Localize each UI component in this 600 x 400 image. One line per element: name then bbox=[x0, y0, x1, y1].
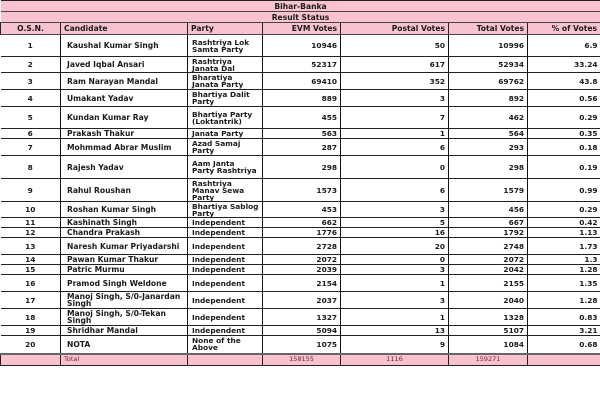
total-votes-cell: 564 bbox=[449, 129, 528, 139]
candidate-cell: Naresh Kumar Priyadarshi bbox=[61, 238, 188, 255]
evm-votes-cell: 10946 bbox=[263, 35, 341, 57]
total-votes-cell: 293 bbox=[449, 139, 528, 156]
evm-votes-cell: 2728 bbox=[263, 238, 341, 255]
total-votes-cell: 52934 bbox=[449, 57, 528, 73]
table-row bbox=[1, 156, 600, 179]
total-votes-cell: 1792 bbox=[449, 228, 528, 238]
evm-votes-cell: 1075 bbox=[263, 336, 341, 354]
total-votes-cell: 10996 bbox=[449, 35, 528, 57]
osn-cell: 8 bbox=[1, 156, 61, 179]
column-header-total-votes: Total Votes bbox=[449, 23, 528, 35]
table-row bbox=[1, 255, 600, 265]
percent-votes-cell: 0.35 bbox=[528, 129, 600, 139]
osn-cell: 14 bbox=[1, 255, 61, 265]
party-cell: Bhartiya Sablog Party bbox=[188, 202, 263, 218]
evm-votes-cell: 2039 bbox=[263, 265, 341, 275]
party-cell: Azad Samaj Party bbox=[188, 139, 263, 156]
party-cell: Independent bbox=[188, 292, 263, 309]
osn-cell: 7 bbox=[1, 139, 61, 156]
osn-cell: 2 bbox=[1, 57, 61, 73]
total-votes-cell: 298 bbox=[449, 156, 528, 179]
table-row bbox=[1, 238, 600, 255]
column-header-evm-votes: EVM Votes bbox=[263, 23, 341, 35]
party-cell: Independent bbox=[188, 265, 263, 275]
party-cell: Rashtriya Manav Sewa Party bbox=[188, 179, 263, 202]
osn-cell: 10 bbox=[1, 202, 61, 218]
total-votes-cell: 69762 bbox=[449, 73, 528, 90]
candidate-cell: Rahul Roushan bbox=[61, 179, 188, 202]
party-cell: Independent bbox=[188, 218, 263, 228]
percent-votes-cell: 1.35 bbox=[528, 275, 600, 292]
postal-votes-cell: 3 bbox=[341, 90, 449, 107]
table-row bbox=[1, 139, 600, 156]
table-row bbox=[1, 202, 600, 218]
table-row bbox=[1, 218, 600, 228]
candidate-cell: NOTA bbox=[61, 336, 188, 354]
postal-votes-cell: 7 bbox=[341, 107, 449, 129]
percent-votes-cell: 0.56 bbox=[528, 90, 600, 107]
percent-votes-cell: 3.21 bbox=[528, 326, 600, 336]
evm-votes-cell: 2037 bbox=[263, 292, 341, 309]
party-cell: Rashtriya Janata Dal bbox=[188, 57, 263, 73]
osn-cell: 9 bbox=[1, 179, 61, 202]
party-cell: Independent bbox=[188, 309, 263, 326]
table-row bbox=[1, 275, 600, 292]
postal-votes-cell: 1 bbox=[341, 275, 449, 292]
column-header-row bbox=[1, 23, 600, 35]
total-percent-votes bbox=[528, 354, 600, 366]
candidate-cell: Kashinath Singh bbox=[61, 218, 188, 228]
total-votes-cell: 462 bbox=[449, 107, 528, 129]
osn-cell: 16 bbox=[1, 275, 61, 292]
total-total-votes: 159271 bbox=[449, 354, 528, 366]
total-votes-cell: 2155 bbox=[449, 275, 528, 292]
table-row bbox=[1, 309, 600, 326]
postal-votes-cell: 0 bbox=[341, 255, 449, 265]
total-row bbox=[1, 354, 600, 366]
candidate-cell: Ram Narayan Mandal bbox=[61, 73, 188, 90]
candidate-cell: Pawan Kumar Thakur bbox=[61, 255, 188, 265]
postal-votes-cell: 16 bbox=[341, 228, 449, 238]
osn-cell: 12 bbox=[1, 228, 61, 238]
evm-votes-cell: 69410 bbox=[263, 73, 341, 90]
candidate-cell: Mohmmad Abrar Muslim bbox=[61, 139, 188, 156]
percent-votes-cell: 0.29 bbox=[528, 107, 600, 129]
osn-cell: 4 bbox=[1, 90, 61, 107]
evm-votes-cell: 2154 bbox=[263, 275, 341, 292]
percent-votes-cell: 1.28 bbox=[528, 292, 600, 309]
party-cell: Independent bbox=[188, 275, 263, 292]
column-header-party: Party bbox=[188, 23, 263, 35]
candidate-cell: Javed Iqbal Ansari bbox=[61, 57, 188, 73]
osn-cell: 13 bbox=[1, 238, 61, 255]
candidate-cell: Patric Murmu bbox=[61, 265, 188, 275]
evm-votes-cell: 563 bbox=[263, 129, 341, 139]
party-cell: Janata Party bbox=[188, 129, 263, 139]
evm-votes-cell: 1776 bbox=[263, 228, 341, 238]
table-row bbox=[1, 107, 600, 129]
table-row bbox=[1, 57, 600, 73]
percent-votes-cell: 0.68 bbox=[528, 336, 600, 354]
percent-votes-cell: 0.19 bbox=[528, 156, 600, 179]
evm-votes-cell: 287 bbox=[263, 139, 341, 156]
percent-votes-cell: 1.73 bbox=[528, 238, 600, 255]
party-cell: Independent bbox=[188, 238, 263, 255]
percent-votes-cell: 1.13 bbox=[528, 228, 600, 238]
postal-votes-cell: 13 bbox=[341, 326, 449, 336]
evm-votes-cell: 453 bbox=[263, 202, 341, 218]
evm-votes-cell: 52317 bbox=[263, 57, 341, 73]
table-row bbox=[1, 129, 600, 139]
table-row bbox=[1, 179, 600, 202]
total-votes-cell: 2748 bbox=[449, 238, 528, 255]
total-votes-cell: 5107 bbox=[449, 326, 528, 336]
postal-votes-cell: 3 bbox=[341, 292, 449, 309]
candidate-cell: Manoj Singh, S/0-Janardan Singh bbox=[61, 292, 188, 309]
total-postal-votes: 1116 bbox=[341, 354, 449, 366]
evm-votes-cell: 455 bbox=[263, 107, 341, 129]
percent-votes-cell: 0.29 bbox=[528, 202, 600, 218]
evm-votes-cell: 2072 bbox=[263, 255, 341, 265]
column-header-percent-votes: % of Votes bbox=[528, 23, 600, 35]
party-cell: Bharatiya Janata Party bbox=[188, 73, 263, 90]
osn-cell: 15 bbox=[1, 265, 61, 275]
total-votes-cell: 667 bbox=[449, 218, 528, 228]
table-row bbox=[1, 265, 600, 275]
osn-cell: 11 bbox=[1, 218, 61, 228]
total-votes-cell: 1084 bbox=[449, 336, 528, 354]
evm-votes-cell: 1573 bbox=[263, 179, 341, 202]
total-votes-cell: 892 bbox=[449, 90, 528, 107]
percent-votes-cell: 1.28 bbox=[528, 265, 600, 275]
osn-cell: 6 bbox=[1, 129, 61, 139]
percent-votes-cell: 0.99 bbox=[528, 179, 600, 202]
total-evm-votes: 158155 bbox=[263, 354, 341, 366]
party-cell: Bhartiya Party (Loktantrik) bbox=[188, 107, 263, 129]
postal-votes-cell: 5 bbox=[341, 218, 449, 228]
evm-votes-cell: 662 bbox=[263, 218, 341, 228]
result-status-heading: Result Status bbox=[1, 12, 600, 23]
table-row bbox=[1, 336, 600, 354]
party-cell: Independent bbox=[188, 228, 263, 238]
party-cell: Independent bbox=[188, 326, 263, 336]
party-cell: Bhartiya Dalit Party bbox=[188, 90, 263, 107]
percent-votes-cell: 33.24 bbox=[528, 57, 600, 73]
postal-votes-cell: 20 bbox=[341, 238, 449, 255]
postal-votes-cell: 617 bbox=[341, 57, 449, 73]
evm-votes-cell: 5094 bbox=[263, 326, 341, 336]
total-party-cell bbox=[188, 354, 263, 366]
candidate-cell: Kaushal Kumar Singh bbox=[61, 35, 188, 57]
total-label: Total bbox=[61, 354, 188, 366]
percent-votes-cell: 43.8 bbox=[528, 73, 600, 90]
osn-cell: 20 bbox=[1, 336, 61, 354]
postal-votes-cell: 3 bbox=[341, 265, 449, 275]
postal-votes-cell: 3 bbox=[341, 202, 449, 218]
status-row bbox=[1, 12, 600, 23]
column-header-candidate: Candidate bbox=[61, 23, 188, 35]
postal-votes-cell: 50 bbox=[341, 35, 449, 57]
candidate-cell: Prakash Thakur bbox=[61, 129, 188, 139]
percent-votes-cell: 0.42 bbox=[528, 218, 600, 228]
evm-votes-cell: 889 bbox=[263, 90, 341, 107]
table-row bbox=[1, 326, 600, 336]
evm-votes-cell: 1327 bbox=[263, 309, 341, 326]
total-votes-cell: 2040 bbox=[449, 292, 528, 309]
table-row bbox=[1, 292, 600, 309]
osn-cell: 17 bbox=[1, 292, 61, 309]
candidate-cell: Kundan Kumar Ray bbox=[61, 107, 188, 129]
candidate-cell: Manoj Singh, S/0-Tekan Singh bbox=[61, 309, 188, 326]
candidate-cell: Umakant Yadav bbox=[61, 90, 188, 107]
table-row bbox=[1, 228, 600, 238]
party-cell: Independent bbox=[188, 255, 263, 265]
table-row bbox=[1, 73, 600, 90]
postal-votes-cell: 1 bbox=[341, 129, 449, 139]
column-header-postal-votes: Postal Votes bbox=[341, 23, 449, 35]
table-row bbox=[1, 35, 600, 57]
osn-cell: 1 bbox=[1, 35, 61, 57]
percent-votes-cell: 0.18 bbox=[528, 139, 600, 156]
party-cell: None of the Above bbox=[188, 336, 263, 354]
title-row bbox=[1, 1, 600, 12]
total-osn-cell bbox=[1, 354, 61, 366]
percent-votes-cell: 1.3 bbox=[528, 255, 600, 265]
total-votes-cell: 2072 bbox=[449, 255, 528, 265]
postal-votes-cell: 1 bbox=[341, 309, 449, 326]
postal-votes-cell: 352 bbox=[341, 73, 449, 90]
candidate-cell: Shridhar Mandal bbox=[61, 326, 188, 336]
postal-votes-cell: 6 bbox=[341, 179, 449, 202]
table-row bbox=[1, 90, 600, 107]
osn-cell: 5 bbox=[1, 107, 61, 129]
postal-votes-cell: 0 bbox=[341, 156, 449, 179]
evm-votes-cell: 298 bbox=[263, 156, 341, 179]
candidate-cell: Rajesh Yadav bbox=[61, 156, 188, 179]
candidate-cell: Roshan Kumar Singh bbox=[61, 202, 188, 218]
osn-cell: 18 bbox=[1, 309, 61, 326]
candidate-cell: Chandra Prakash bbox=[61, 228, 188, 238]
total-votes-cell: 1579 bbox=[449, 179, 528, 202]
candidate-cell: Pramod Singh Weldone bbox=[61, 275, 188, 292]
table-body bbox=[1, 35, 600, 354]
total-votes-cell: 2042 bbox=[449, 265, 528, 275]
page-title: Bihar-Banka bbox=[1, 1, 600, 12]
postal-votes-cell: 9 bbox=[341, 336, 449, 354]
column-header-osn: O.S.N. bbox=[1, 23, 61, 35]
postal-votes-cell: 6 bbox=[341, 139, 449, 156]
total-votes-cell: 1328 bbox=[449, 309, 528, 326]
percent-votes-cell: 6.9 bbox=[528, 35, 600, 57]
osn-cell: 3 bbox=[1, 73, 61, 90]
osn-cell: 19 bbox=[1, 326, 61, 336]
party-cell: Rashtriya Lok Samta Party bbox=[188, 35, 263, 57]
percent-votes-cell: 0.83 bbox=[528, 309, 600, 326]
total-votes-cell: 456 bbox=[449, 202, 528, 218]
party-cell: Aam Janta Party Rashtriya bbox=[188, 156, 263, 179]
